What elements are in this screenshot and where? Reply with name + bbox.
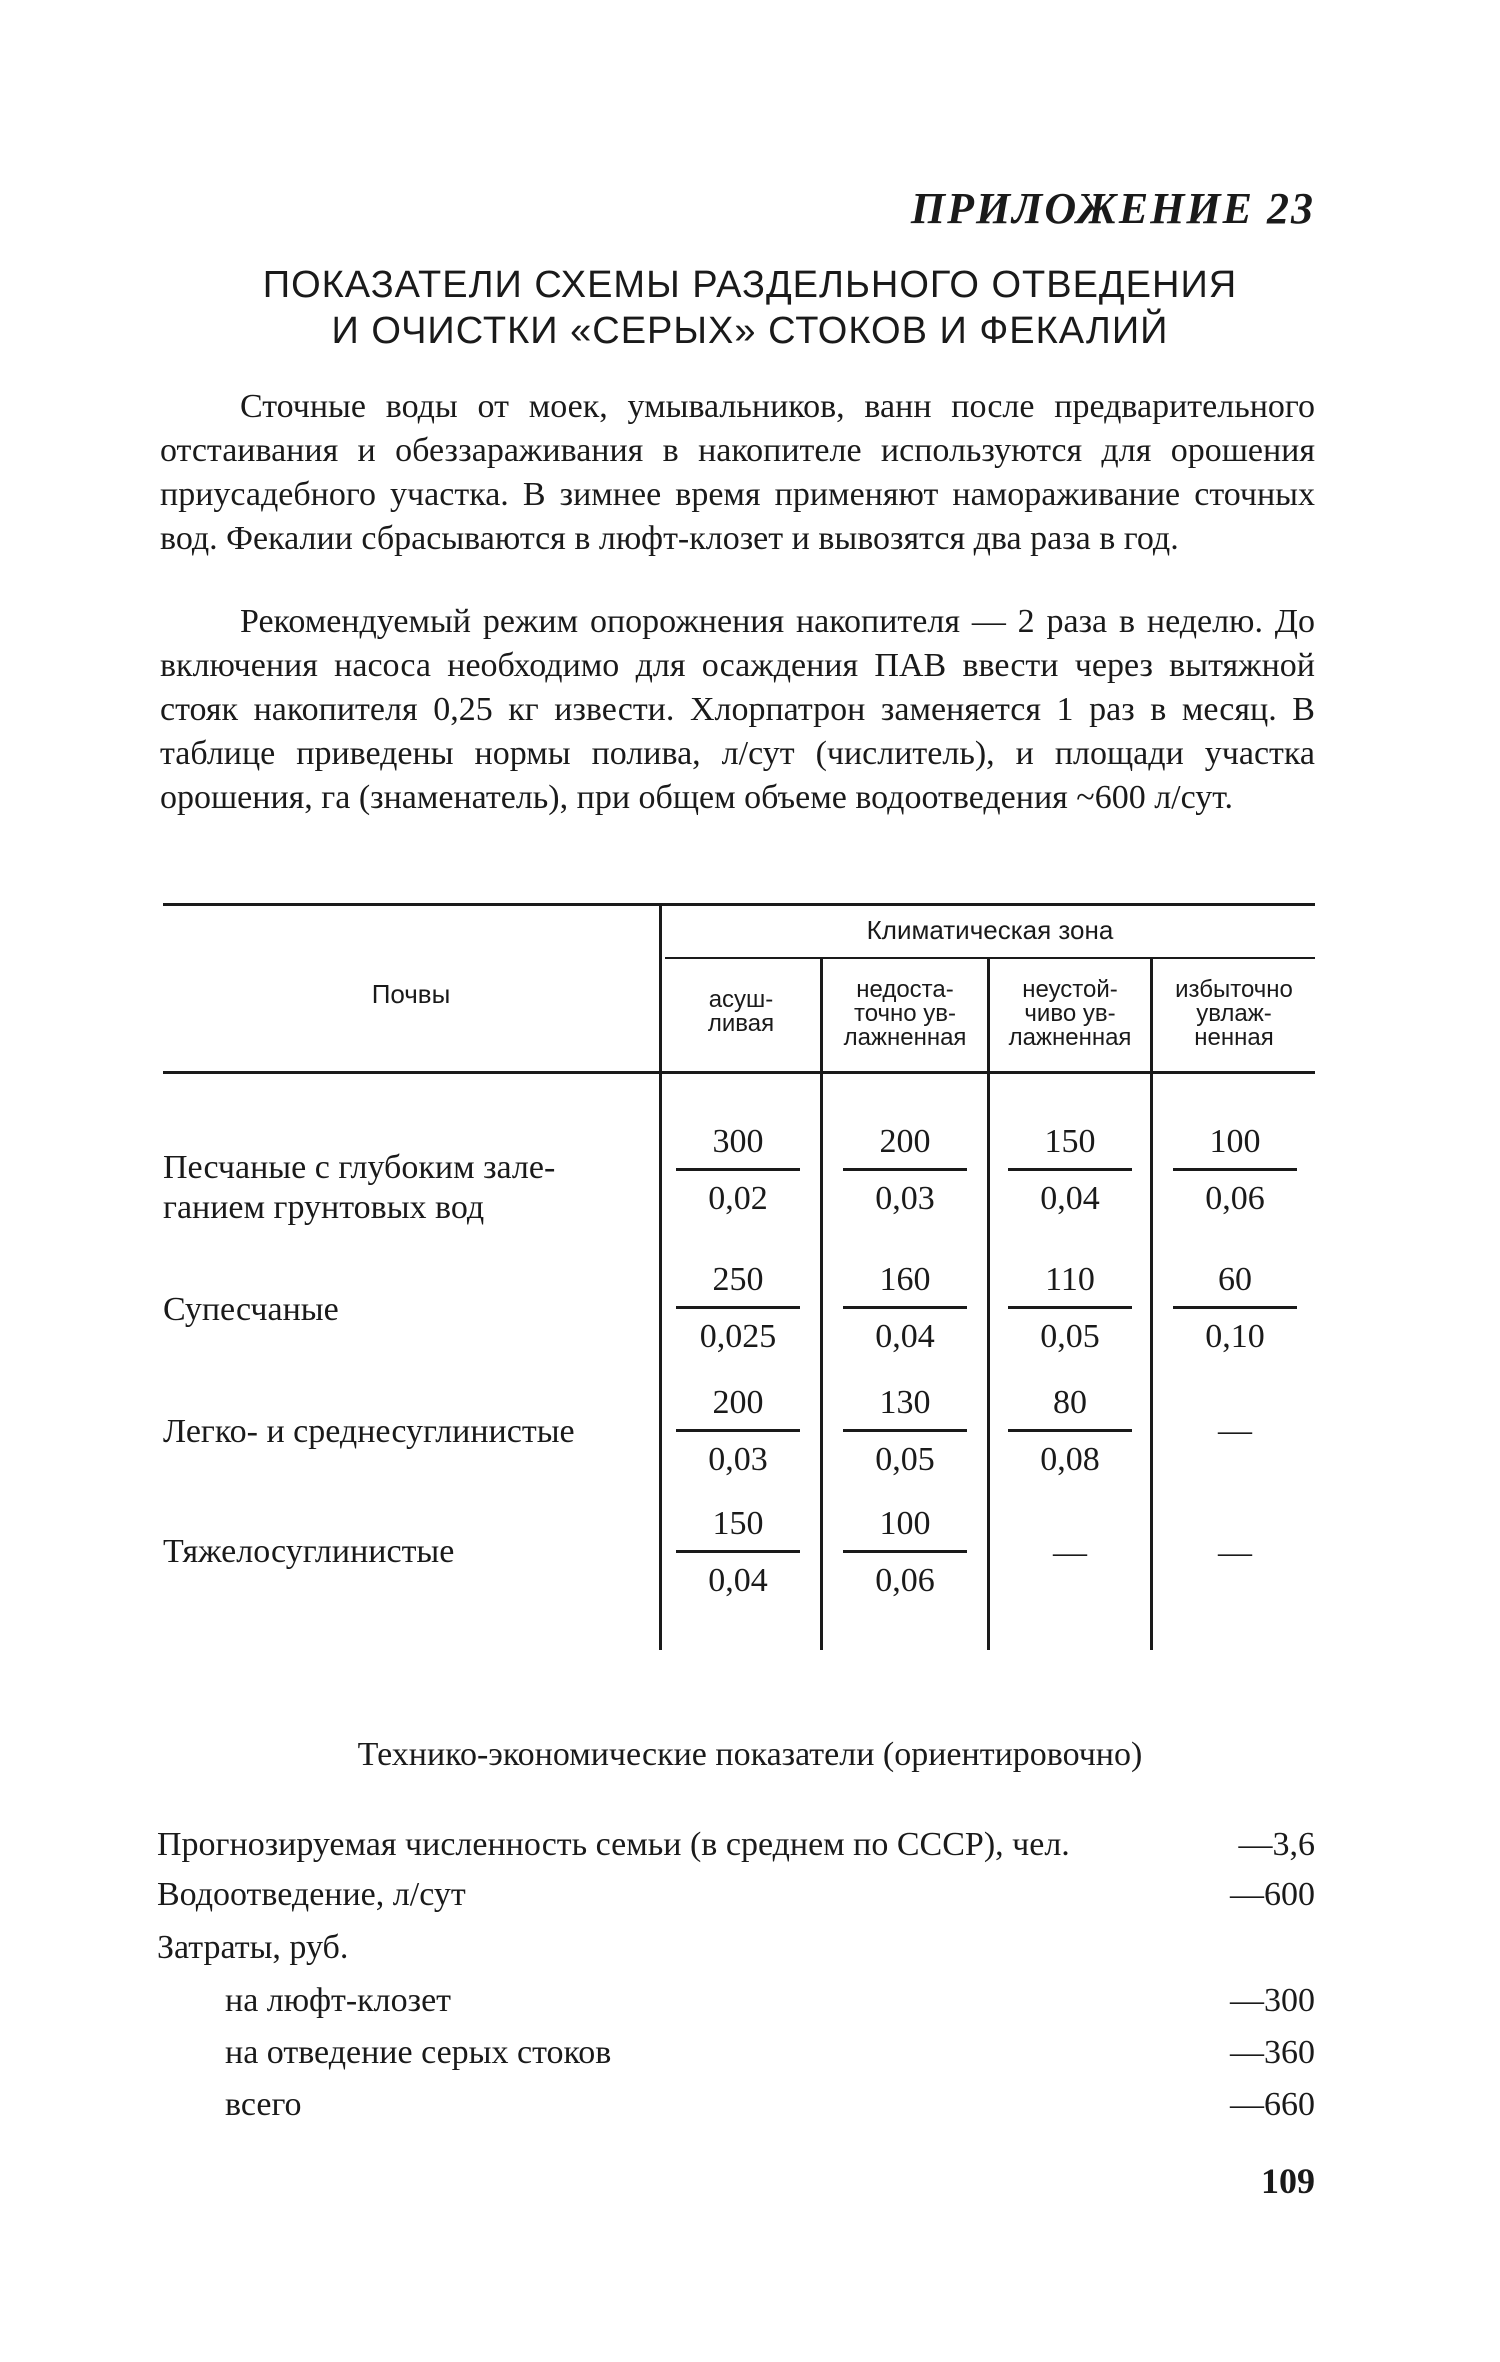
table-cell: 150 0,04 [1000, 1122, 1140, 1219]
indicator-label: на люфт-клозет [225, 1982, 452, 2019]
soil-label-light-medium-loam: Легко- и среднесуглинистые [163, 1413, 575, 1450]
soil-label-heavy-loam: Тяжелосуглинистые [163, 1533, 455, 1570]
table-cell-empty: — [1053, 1534, 1087, 1571]
soil-column-header: Почвы [371, 979, 451, 1009]
table-top-rule [163, 903, 1315, 906]
page-title-line-1: ПОКАЗАТЕЛИ СХЕМЫ РАЗДЕЛЬНОГО ОТВЕДЕНИЯ [262, 264, 1238, 306]
table-cell: 300 0,02 [668, 1122, 808, 1219]
paragraph-1: Сточные воды от моек, умывальников, ванн после предварительного отстаивания и обеззараживания в накопителе используются для орошения приусадебного участка. В зимнее время применяют намораживание сточных вод. Фекалии сбрасываются в люфт-клозет и вывозятся два раза в год. [160, 388, 1315, 557]
column-divider-3 [987, 959, 990, 1650]
table-cell: 110 0,05 [1000, 1260, 1140, 1357]
table-cell-empty: — [1218, 1534, 1252, 1571]
table-cell: 200 0,03 [835, 1122, 975, 1219]
indicator-value: —360 [1230, 2034, 1315, 2071]
page-number: 109 [1261, 2161, 1315, 2201]
indicator-value: —600 [1230, 1876, 1315, 1913]
zone-col-header-unstable: неустой- чиво ув- лажненная [1008, 976, 1132, 1051]
indicator-label: на отведение серых стоков [225, 2034, 612, 2071]
indicator-label: Прогнозируемая численность семьи (в среднем по СССР), чел. [157, 1826, 1070, 1863]
soil-label-sandy-loam: Супесчаные [163, 1291, 339, 1328]
indicator-label: Водоотведение, л/сут [157, 1876, 466, 1913]
indicators-title: Технико-экономические показатели (ориентировочно) [357, 1736, 1143, 1773]
zone-column-header: Климатическая зона [866, 915, 1114, 945]
indicator-label: всего [225, 2086, 302, 2123]
page-title-line-2: И ОЧИСТКИ «СЕРЫХ» СТОКОВ И ФЕКАЛИЙ [331, 310, 1169, 352]
indicator-value: —660 [1230, 2086, 1315, 2123]
table-cell: 100 0,06 [835, 1504, 975, 1601]
table-cell: 80 0,08 [1000, 1383, 1140, 1480]
indicator-value: —3,6 [1238, 1826, 1315, 1863]
table-cell: 60 0,10 [1165, 1260, 1305, 1357]
table-cell: 250 0,025 [668, 1260, 808, 1357]
table-cell: 130 0,05 [835, 1383, 975, 1480]
table-cell: 100 0,06 [1165, 1122, 1305, 1219]
soil-label-sandy: Песчаные с глубоким зале- ганием грунтовых вод [163, 1149, 556, 1226]
paragraph-2: Рекомендуемый режим опорожнения накопителя — 2 раза в неделю. До включения насоса необходимо для осаждения ПАВ ввести через вытяжной стояк накопителя 0,25 кг извести. Хлорпатрон заменяется 1 раз в месяц. В таблице приведены нормы полива, л/сут (числитель), и площади участка орошения, га (знаменатель), при общем объеме водоотведения ~600 л/сут. [160, 603, 1315, 816]
zone-col-header-excess: избыточно увлаж- ненная [1175, 976, 1293, 1051]
column-divider-2 [820, 959, 823, 1650]
indicator-label: Затраты, руб. [157, 1929, 349, 1966]
table-cell: 150 0,04 [668, 1504, 808, 1601]
indicator-value: —300 [1230, 1982, 1315, 2019]
table-cell-empty: — [1218, 1412, 1252, 1449]
appendix-label: ПРИЛОЖЕНИЕ 23 [910, 184, 1315, 233]
zone-col-header-arid: асуш- ливая [707, 986, 775, 1037]
header-bottom-rule [163, 1071, 1315, 1074]
table-cell: 160 0,04 [835, 1260, 975, 1357]
zone-header-rule [665, 957, 1315, 959]
zone-col-header-insufficient: недоста- точно ув- лажненная [843, 976, 967, 1051]
column-divider-4 [1150, 959, 1153, 1650]
table-cell: 200 0,03 [668, 1383, 808, 1480]
